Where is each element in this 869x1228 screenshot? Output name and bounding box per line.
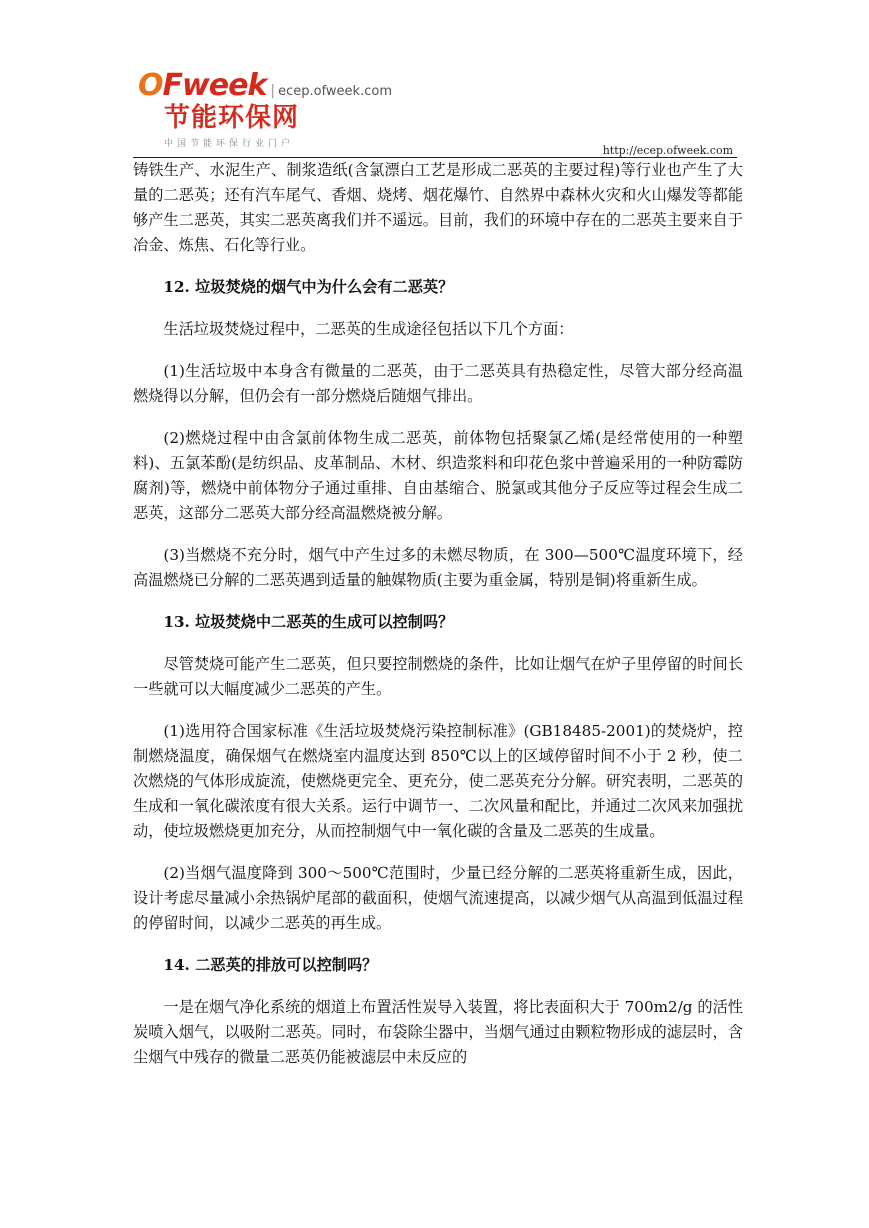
body-paragraph: (2)燃烧过程中由含氯前体物生成二恶英，前体物包括聚氯乙烯(是经常使用的一种塑料)、五氯苯酚(是纺织品、皮革制品、木材、织造浆料和印花色浆中普遍采用的一种防霉防腐剂)等，燃烧中前体物分子通过重排、自由基缩合、脱氯或其他分子反应等过程会生成二恶英，这部分二恶英大部分经高温燃烧被分解。 xyxy=(133,429,743,522)
body-paragraph: (3)当燃烧不充分时，烟气中产生过多的未燃尽物质，在 300—500℃温度环境下，经高温燃烧已分解的二恶英遇到适量的触媒物质(主要为重金属，特别是铜)将重新生成。 xyxy=(133,546,743,589)
logo-domain: ecep.ofweek.com xyxy=(278,84,392,99)
question-heading: 13. 垃圾焚烧中二恶英的生成可以控制吗？ xyxy=(163,613,454,631)
page-header xyxy=(0,0,869,160)
header-url[interactable]: http://ecep.ofweek.com xyxy=(602,144,733,157)
body-paragraph: (2)当烟气温度降到 300～500℃范围时，少量已经分解的二恶英将重新生成，因此，设计考虑尽量减小余热锅炉尾部的截面积，使烟气流速提高，以减少烟气从高温到低温过程的停留时间，以减少二恶英的再生成。 xyxy=(133,864,743,932)
ofweek-logo xyxy=(138,70,398,160)
body-paragraph: 铸铁生产、水泥生产、制浆造纸(含氯漂白工艺是形成二恶英的主要过程)等行业也产生了大量的二恶英；还有汽车尾气、香烟、烧烤、烟花爆竹、自然界中森林火灾和火山爆发等都能够产生二恶英，其实二恶英离我们并不遥远。目前，我们的环境中存在的二恶英主要来自于冶金、炼焦、石化等行业。 xyxy=(133,161,743,254)
logo-brand: OFweek xyxy=(138,68,267,103)
logo-chinese-title: 节能环保网 xyxy=(164,103,300,133)
body-paragraph: 尽管焚烧可能产生二恶英，但只要控制燃烧的条件，比如让烟气在炉子里停留的时间长一些就可以大幅度减少二恶英的产生。 xyxy=(133,655,743,698)
body-paragraph: 生活垃圾焚烧过程中，二恶英的生成途径包括以下几个方面： xyxy=(163,320,574,338)
body-paragraph: (1)生活垃圾中本身含有微量的二恶英，由于二恶英具有热稳定性，尽管大部分经高温燃烧得以分解，但仍会有一部分燃烧后随烟气排出。 xyxy=(133,362,743,405)
body-paragraph: 一是在烟气净化系统的烟道上布置活性炭导入装置，将比表面积大于 700m2/g 的活性炭喷入烟气，以吸附二恶英。同时，布袋除尘器中，当烟气通过由颗粒物形成的滤层时，含尘烟气中残存的微量二恶英仍能被滤层中未反应的 xyxy=(133,998,743,1066)
question-heading: 14. 二恶英的排放可以控制吗？ xyxy=(163,956,378,974)
document-body xyxy=(133,158,743,1087)
logo-subtitle: 中国节能环保行业门户 xyxy=(164,139,295,149)
question-heading: 12. 垃圾焚烧的烟气中为什么会有二恶英？ xyxy=(163,278,454,296)
body-paragraph: (1)选用符合国家标准《生活垃圾焚烧污染控制标准》(GB18485-2001)的焚烧炉，控制燃烧温度，确保烟气在燃烧室内温度达到 850℃以上的区域停留时间不小于 2 秒，使二次燃烧的气体形成旋流，使燃烧更完全、更充分，使二恶英充分分解。研究表明，二恶英的生成和一氧化碳浓度有很大关系。运行中调节一、二次风量和配比，并通过二次风来加强扰动，使垃圾燃烧更加充分，从而控制烟气中一氧化碳的含量及二恶英的生成量。 xyxy=(133,722,743,840)
logo-separator: | xyxy=(270,83,276,99)
